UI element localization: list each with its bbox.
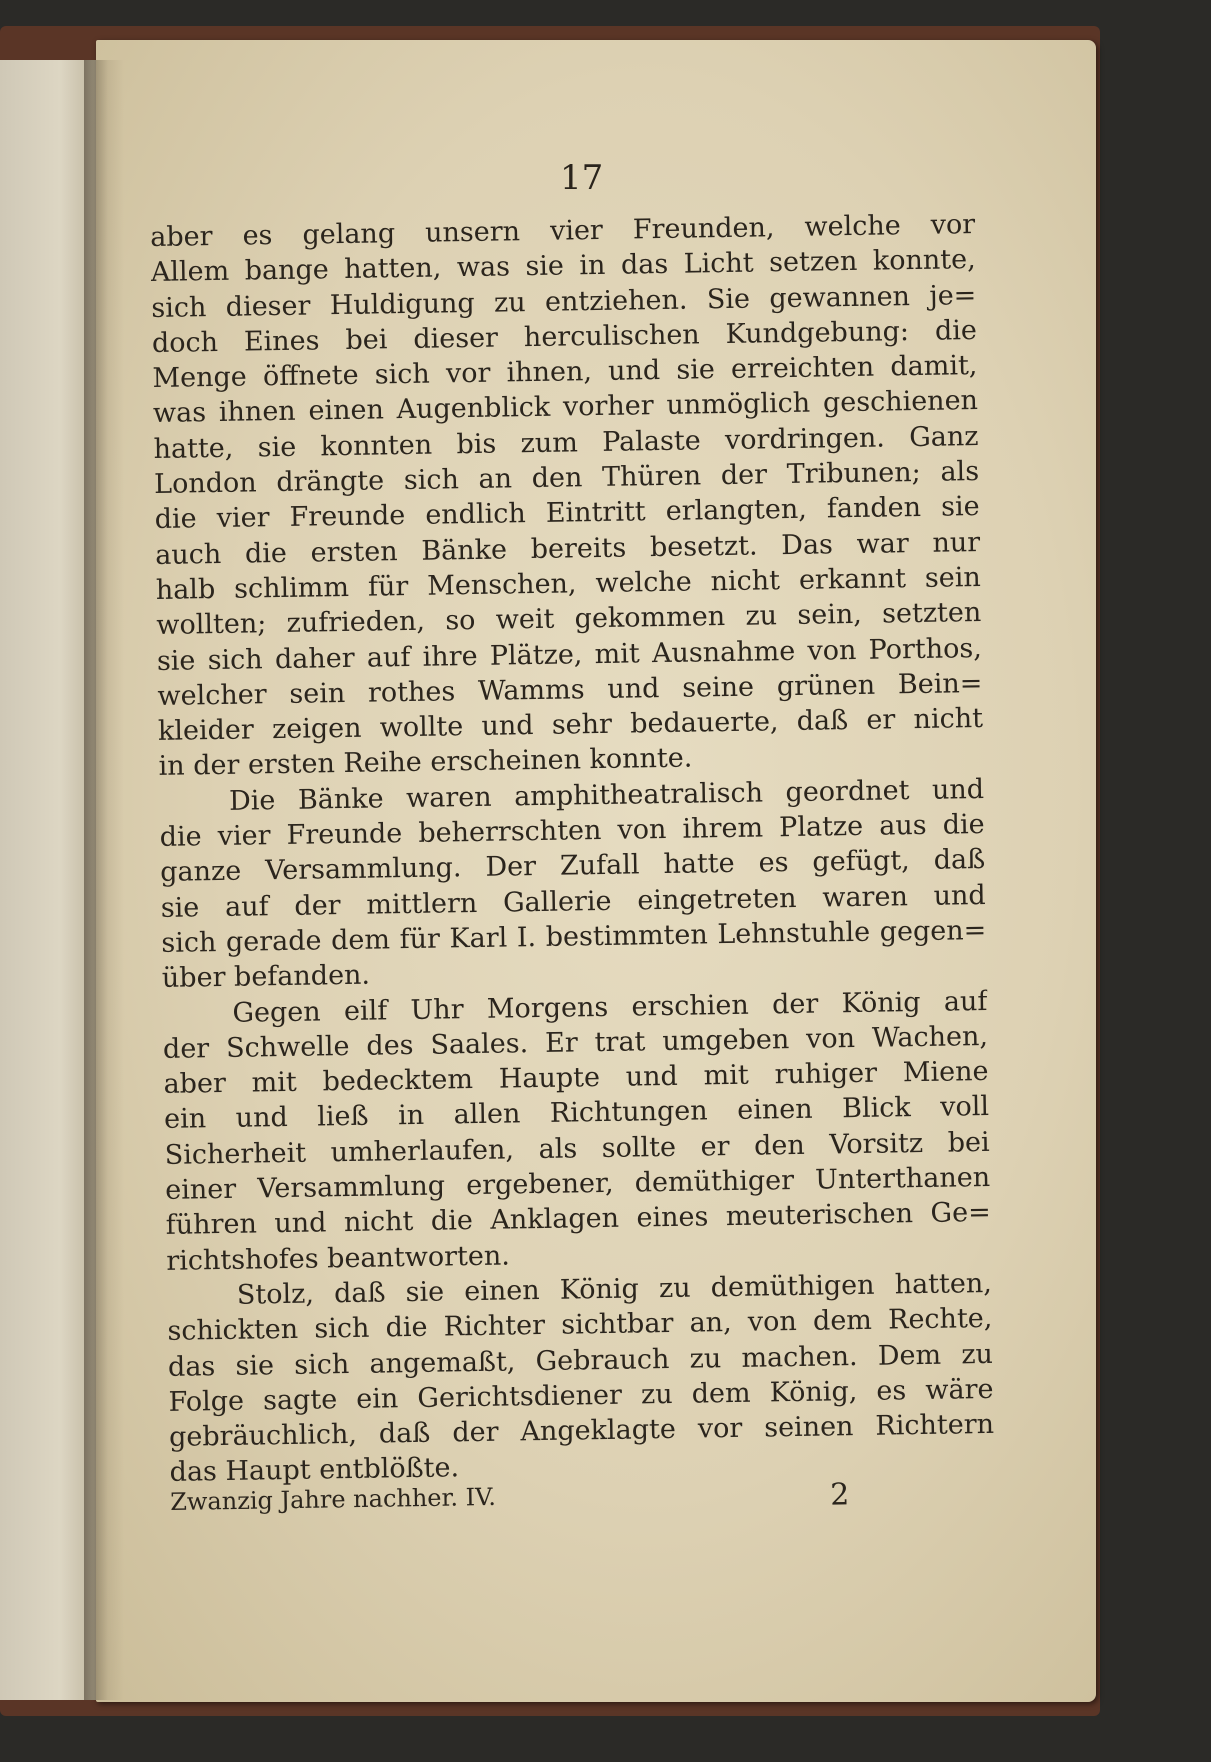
text-line: welcher sein rothes Wamms und seine grünen Bein=: [157, 667, 983, 712]
text-line: sich dieser Huldigung zu entziehen. Sie gewannen je=: [151, 279, 977, 324]
text-line: das sie sich angemaßt, Gebrauch zu machen. Dem zu: [167, 1338, 994, 1383]
text-line: der Schwelle des Saales. Er trat umgeben von Wachen,: [162, 1020, 989, 1065]
text-line: auch die ersten Bänke bereits besetzt. Das war nur: [155, 526, 981, 571]
text-line: Folge sagte ein Gerichtsdiener zu dem König, es wäre: [168, 1373, 994, 1418]
text-line: die vier Freunde beherrschten von ihrem Platze aus die: [159, 809, 985, 853]
text-line: Stolz, daß sie einen König zu demüthigen hatten,: [236, 1267, 993, 1311]
footer-book-title: Zwanzig Jahre nachher. IV.: [170, 1482, 497, 1516]
text-line: in der ersten Reihe erscheinen konnte.: [158, 743, 693, 783]
page-body-text: [150, 207, 995, 1490]
text-line: aber es gelang unsern vier Freunden, welche vor: [150, 209, 976, 253]
text-line: kleider zeigen wollte und sehr bedauerte, daß er nicht: [157, 703, 984, 748]
text-line: über befanden.: [161, 959, 371, 995]
text-line: führen und nicht die Anklagen eines meuterischen Ge=: [165, 1197, 991, 1242]
text-line: aber mit bedecktem Haupte und mit ruhiger Miene: [163, 1056, 989, 1101]
text-line: ein und ließ in allen Richtungen einen Blick voll: [163, 1091, 990, 1136]
text-line: Allem bange hatten, was sie in das Licht setzen konnte,: [150, 244, 976, 289]
text-line: wollten; zufrieden, so weit gekommen zu sein, setzten: [156, 597, 982, 642]
text-line: richtshofes beantworten.: [166, 1240, 511, 1277]
text-line: hatte, sie konnten bis zum Palaste vordringen. Ganz: [153, 420, 979, 465]
text-line: Sicherheit umherlaufen, als sollte er den Vorsitz bei: [164, 1126, 990, 1171]
page-number: 17: [560, 158, 604, 198]
text-line: London drängte sich an den Thüren der Tribunen; als: [153, 456, 980, 501]
text-line: sich gerade dem für Karl I. bestimmten Lehnstuhle gegen=: [161, 914, 987, 959]
text-line: Gegen eilf Uhr Morgens erschien der König auf: [232, 985, 988, 1029]
footer-signature-mark: 2: [829, 1477, 850, 1513]
text-line: schickten sich die Richter sichtbar an, von dem Rechte,: [167, 1303, 993, 1348]
text-line: sie sich daher auf ihre Plätze, mit Ausnahme von Porthos,: [156, 632, 983, 677]
text-line: Die Bänke waren amphitheatralisch geordnet und: [228, 773, 985, 817]
text-line: doch Eines bei dieser herculischen Kundgebung: die: [151, 314, 978, 359]
text-line: was ihnen einen Augenblick vorher unmöglich geschienen: [152, 385, 979, 430]
text-line: gebräuchlich, daß der Angeklagte vor seinen Richtern: [168, 1408, 995, 1453]
text-line: halb schlimm für Menschen, welche nicht erkannt sein: [155, 561, 981, 606]
text-line: sie auf der mittlern Gallerie eingetreten waren und: [160, 879, 986, 924]
text-line: einer Versammlung ergebener, demüthiger Unterthanen: [165, 1161, 991, 1206]
text-line: das Haupt entblößte.: [169, 1452, 460, 1489]
text-line: Menge öffnete sich vor ihnen, und sie erreichten damit,: [152, 350, 978, 395]
text-line: ganze Versammlung. Der Zufall hatte es gefügt, daß: [160, 844, 986, 889]
text-line: die vier Freunde endlich Eintritt erlangten, fanden sie: [154, 491, 980, 536]
page-gutter-shadow: [84, 60, 124, 1700]
